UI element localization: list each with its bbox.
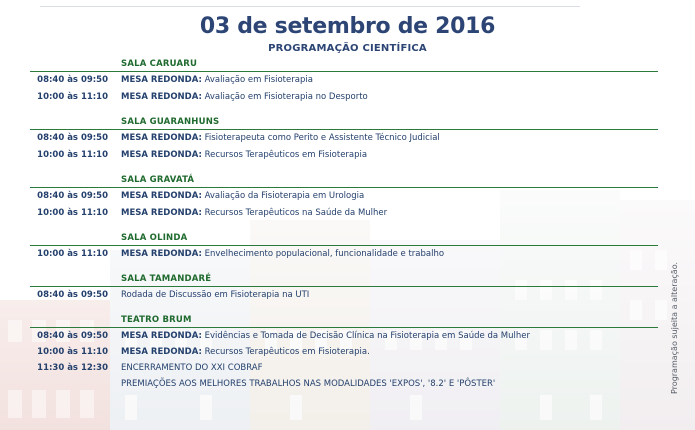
row-time: 08:40 às 09:50 [37,133,108,143]
room-name-gravata: SALA GRAVATÁ [121,175,195,185]
row-text [121,347,370,357]
row-text [121,208,387,218]
row-text [121,150,367,160]
row-text [121,363,262,373]
row-topic: Avaliação em Fisioterapia [204,75,313,85]
row-type: MESA REDONDA: [121,75,202,85]
row-type: MESA REDONDA: [121,331,202,341]
row-topic: ENCERRAMENTO DO XXI COBRAF [121,363,263,373]
row-time: 11:30 às 12:30 [37,363,108,373]
row-type: MESA REDONDA: [121,150,202,160]
row-type: MESA REDONDA: [121,208,202,218]
row-topic: Avaliação da Fisioterapia em Urologia [204,191,365,201]
room-divider [30,129,658,130]
room-divider [30,187,658,188]
row-text [121,331,530,341]
side-note: Programação sujeita a alteração. [670,262,679,394]
row-text [121,191,364,201]
row-time: 08:40 às 09:50 [37,290,108,300]
row-text [121,379,495,389]
row-text [121,75,313,85]
row-time: 08:40 às 09:50 [37,331,108,341]
row-time: 10:00 às 11:10 [37,92,108,102]
room-name-tamandare: SALA TAMANDARÉ [121,274,212,284]
row-time: 08:40 às 09:50 [37,75,108,85]
row-topic: Envelhecimento populacional, funcionalidade e trabalho [204,249,445,259]
row-time: 08:40 às 09:50 [37,191,108,201]
row-time: 10:00 às 11:10 [37,347,108,357]
room-divider [30,245,658,246]
row-text [121,92,368,102]
row-time: 10:00 às 11:10 [37,249,108,259]
row-topic: Evidências e Tomada de Decisão Clínica na Fisioterapia em Saúde da Mulher [204,331,530,341]
programming-subtitle: PROGRAMAÇÃO CIENTÍFICA [268,43,427,54]
room-divider [30,286,658,287]
room-name-guaranhuns: SALA GUARANHUNS [121,117,220,127]
row-topic: Recursos Terapêuticos na Saúde da Mulher [204,208,388,218]
row-time: 10:00 às 11:10 [37,150,108,160]
row-topic: Rodada de Discussão em Fisioterapia na UTI [121,290,310,300]
row-time: 10:00 às 11:10 [37,208,108,218]
room-name-caruaru: SALA CARUARU [121,59,198,69]
row-topic: Fisioterapeuta como Perito e Assistente Técnico Judicial [204,133,440,143]
date-title: 03 de setembro de 2016 [199,14,496,39]
row-topic: PREMIAÇÕES AOS MELHORES TRABALHOS NAS MODALIDADES 'EXPOS', '8.2' E 'PÔSTER' [121,379,496,389]
row-text [121,133,440,143]
row-type: MESA REDONDA: [121,191,202,201]
row-topic: Recursos Terapêuticos em Fisioterapia [204,150,368,160]
row-type: MESA REDONDA: [121,249,202,259]
row-text [121,290,309,300]
room-divider [30,327,658,328]
row-type: MESA REDONDA: [121,347,202,357]
row-topic: Recursos Terapêuticos em Fisioterapia. [204,347,370,357]
room-name-olinda: SALA OLINDA [121,233,188,243]
room-divider [30,71,658,72]
row-type: MESA REDONDA: [121,92,202,102]
row-type: MESA REDONDA: [121,133,202,143]
row-text [121,249,444,259]
row-topic: Avaliação em Fisioterapia no Desporto [204,92,368,102]
room-name-teatro-brum: TEATRO BRUM [121,315,192,325]
